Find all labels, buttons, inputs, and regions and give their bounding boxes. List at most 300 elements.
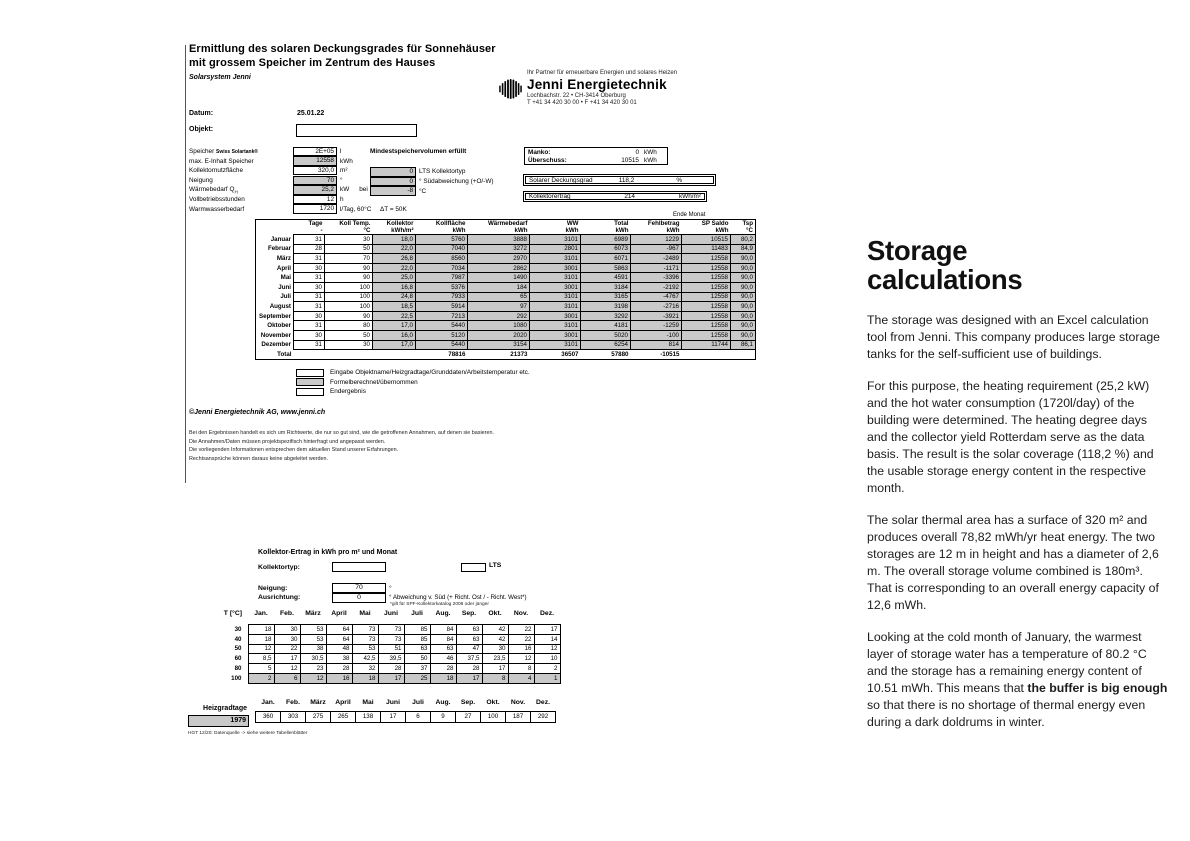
yield-value-cell: 73 <box>378 625 404 635</box>
ausrichtung-note: ° Abweichung v. Süd (+ Richt. Ost / - Richt. West*) <box>389 594 527 601</box>
yield-value-cell: 50 <box>404 654 430 664</box>
ueberschuss-value: 10515 <box>621 156 639 164</box>
yield-value-cell: 32 <box>352 664 378 674</box>
yield-value-cell: 2 <box>248 673 274 683</box>
month-label-cell: Juni <box>278 283 291 291</box>
value-cell: 90,0 <box>731 302 756 312</box>
yield-value-cell: 18 <box>248 625 274 635</box>
month-header-cell: April <box>335 699 351 706</box>
month-header-cell: Aug. <box>435 699 451 706</box>
month-header-cell: Jan. <box>254 610 268 617</box>
value-cell: 90,0 <box>731 263 756 273</box>
yield-value-cell: 23 <box>300 664 326 674</box>
month-header-cell: Aug. <box>435 610 451 617</box>
value-cell: 2801 <box>530 244 581 254</box>
heizgradtage-total-box: 1979 <box>188 715 249 727</box>
month-header-cell: Sep. <box>461 610 477 617</box>
value-cell: 30 <box>294 282 325 292</box>
value-cell: -3921 <box>631 311 682 321</box>
value-cell: 90,0 <box>731 282 756 292</box>
side-box-text: LTS Kollektortyp <box>419 168 466 176</box>
yield-value-cell: 51 <box>378 644 404 654</box>
value-cell: 31 <box>294 254 325 264</box>
total-value-cell: 36507 <box>561 350 579 358</box>
value-cell: 30 <box>294 311 325 321</box>
yield-value-cell: 12 <box>248 644 274 654</box>
month-header-cell: Feb. <box>280 610 294 617</box>
param-unit: kWh <box>340 157 353 165</box>
param-label: Kollektornutzfläche <box>189 167 243 175</box>
temperature-label-cell: 30 <box>234 625 242 633</box>
value-cell: -2716 <box>631 302 682 312</box>
yield-value-cell: 53 <box>300 634 326 644</box>
temperature-label-cell: 100 <box>231 674 242 682</box>
yield-value-cell: 16 <box>508 644 534 654</box>
yield-value-cell: 2 <box>534 664 560 674</box>
yield-value-cell: 39,5 <box>378 654 404 664</box>
value-cell: 50 <box>325 244 373 254</box>
yield-value-cell: 12 <box>508 654 534 664</box>
deckungsgrad-unit: % <box>676 176 682 184</box>
yield-value-cell: 17 <box>456 673 482 683</box>
yield-value-cell: 10 <box>534 654 560 664</box>
ueberschuss-unit: kWh <box>644 156 657 164</box>
value-cell: 4591 <box>581 273 631 283</box>
value-cell: 12558 <box>682 292 731 302</box>
yield-value-cell: 12 <box>300 673 326 683</box>
value-cell: 80 <box>325 321 373 331</box>
yield-value-cell: 23,5 <box>482 654 508 664</box>
value-cell: 84,9 <box>731 244 756 254</box>
value-cell: 22,0 <box>373 263 416 273</box>
collector-yield-table <box>190 610 561 684</box>
month-header-cell: Nov. <box>513 610 529 617</box>
yield-value-cell: 37,5 <box>456 654 482 664</box>
kollektortyp-row <box>258 562 502 572</box>
yield-value-cell: 25 <box>404 673 430 683</box>
value-cell: 18,5 <box>373 302 416 312</box>
value-cell: 5440 <box>416 340 468 350</box>
header-cell: Fehlbetrag kWh <box>647 220 680 234</box>
month-header-cell: Mai <box>362 699 374 706</box>
value-cell: 90,0 <box>731 330 756 340</box>
copyright-line: ©Jenni Energietechnik AG, www.jenni.ch <box>189 409 326 416</box>
yield-value-cell: 5 <box>248 664 274 674</box>
value-cell: 100 <box>325 302 373 312</box>
param-value-box: 12 <box>293 195 337 205</box>
value-cell: -967 <box>631 244 682 254</box>
yield-value-cell: 8 <box>482 673 508 683</box>
param-row-warmwasser <box>189 205 407 214</box>
kollektorertrag-box <box>523 191 707 202</box>
value-cell: 6073 <box>581 244 631 254</box>
month-row <box>256 311 756 321</box>
param-row-waermebedarf <box>189 185 427 195</box>
yield-value-cell: 30 <box>482 644 508 654</box>
month-header-cell: Juni <box>386 699 400 706</box>
value-cell: 7987 <box>416 273 468 283</box>
ausrichtung-row <box>258 593 527 603</box>
value-cell: 50 <box>325 330 373 340</box>
total-value-cell <box>731 350 756 360</box>
yield-value-cell: 63 <box>456 625 482 635</box>
objekt-label: Objekt: <box>189 126 214 133</box>
value-cell: -100 <box>631 330 682 340</box>
hgt-value-cell: 100 <box>481 712 506 723</box>
value-cell: 28 <box>294 244 325 254</box>
value-cell: 10515 <box>682 235 731 245</box>
header-cell: Tage - <box>308 220 323 234</box>
month-header-cell: Sep. <box>460 699 476 706</box>
header-row <box>256 699 556 712</box>
value-cell: -2489 <box>631 254 682 264</box>
yield-value-cell: 8 <box>508 664 534 674</box>
side-box-aussentemperatur <box>370 186 426 196</box>
value-cell: 7040 <box>416 244 468 254</box>
param-label: Neigung <box>189 176 213 184</box>
value-cell: 65 <box>468 292 530 302</box>
yield-value-cell: 63 <box>404 644 430 654</box>
month-header-cell: Jan. <box>261 699 275 706</box>
value-cell: 2020 <box>468 330 530 340</box>
kollektortyp-label: Kollektortyp: <box>258 563 300 571</box>
page-edge-rule <box>185 45 186 483</box>
hgt-value-cell: 6 <box>406 712 431 723</box>
hgt-value-cell: 275 <box>306 712 331 723</box>
total-value-cell: 21373 <box>510 350 528 358</box>
value-cell: 3101 <box>530 321 581 331</box>
side-box-value: 0 <box>370 167 416 177</box>
paragraph-text: so that there is no shortage of thermal energy even during a dark doldrums in winter. <box>867 698 1146 729</box>
value-cell: 31 <box>294 321 325 331</box>
month-label-cell: Mai <box>280 274 291 282</box>
neigung-label: Neigung: <box>258 584 288 592</box>
ueberschuss-row <box>528 157 664 165</box>
value-cell: 5760 <box>416 235 468 245</box>
param-unit: l <box>340 148 342 155</box>
value-cell: 12558 <box>682 330 731 340</box>
value-cell: 3184 <box>581 282 631 292</box>
value-cell: -1259 <box>631 321 682 331</box>
yield-value-cell: 22 <box>274 644 300 654</box>
param-label: Speicher <box>189 148 215 155</box>
side-box-value: 0 <box>370 177 416 187</box>
monthly-table-body <box>256 235 756 360</box>
month-header-cell: Nov. <box>510 699 526 706</box>
kollektorertrag-unit: kWh/m² <box>678 193 701 200</box>
value-cell: 90,0 <box>731 321 756 331</box>
month-row <box>256 273 756 283</box>
value-cell: 7213 <box>416 311 468 321</box>
yield-value-cell: 17 <box>482 664 508 674</box>
neigung-row <box>258 583 392 593</box>
month-row <box>256 330 756 340</box>
value-cell: 814 <box>631 340 682 350</box>
value-cell: 2862 <box>468 263 530 273</box>
value-cell: 90 <box>325 263 373 273</box>
manko-unit: kWh <box>644 149 657 157</box>
disclaimer-line: Bei den Ergebnissen handelt es sich um Richtwerte, die nur so gut sind, wie die getroffenen Annahmen, auf denen sie basieren. <box>189 430 494 436</box>
disclaimer-line: Rechtsansprüche können daraus keine abgeleitet werden. <box>189 455 329 462</box>
side-box-value: -8 <box>370 186 416 196</box>
month-header-cell: Feb. <box>286 699 300 706</box>
value-cell: 5120 <box>416 330 468 340</box>
yield-value-cell: 84 <box>430 634 456 644</box>
hgt-value-cell: 360 <box>256 712 281 723</box>
value-cell: 3888 <box>468 235 530 245</box>
value-cell: 30 <box>325 235 373 245</box>
param-value-box: 12558 <box>293 156 337 166</box>
value-cell: 2970 <box>468 254 530 264</box>
header-row <box>256 220 756 235</box>
value-cell: 6989 <box>581 235 631 245</box>
value-cell: 31 <box>294 340 325 350</box>
param-row-flaeche <box>189 166 466 176</box>
objekt-input-box <box>296 124 417 137</box>
temperature-row <box>190 664 560 674</box>
value-cell: 3198 <box>581 302 631 312</box>
value-cell: 12558 <box>682 263 731 273</box>
value-cell: 30 <box>294 330 325 340</box>
value-cell: 100 <box>325 282 373 292</box>
document-title <box>189 43 496 70</box>
param-unit: l/Tag, 60°C <box>340 205 372 213</box>
yield-value-cell: 47 <box>456 644 482 654</box>
value-cell: 5440 <box>416 321 468 331</box>
legend-item-eingabe <box>296 368 530 378</box>
yield-value-cell: 28 <box>326 664 352 674</box>
collector-section-title: Kollektor-Ertrag in kWh pro m² und Monat <box>258 549 398 556</box>
value-cell: 3001 <box>530 263 581 273</box>
manko-ueberschuss-box <box>524 147 668 165</box>
company-phone: T +41 34 420 30 00 • F +41 34 420 30 01 <box>527 100 637 106</box>
hgt-value-cell: 27 <box>456 712 481 723</box>
article-paragraph-3: The solar thermal area has a surface of 320 m² and produces overall 78,82 mWh/yr heat energy. The two storages are 12 m in height and has a diameter of 2,6 m. The overall storage volume combined is 180m³. That is corresponding to an overall energy capacity of 12,6 mWh. <box>867 513 1159 612</box>
yield-value-cell: 53 <box>352 644 378 654</box>
collector-footnote: *gilt für SPF-Kollektorkatalog 2008 oder jünger <box>390 602 489 607</box>
lts-checkbox <box>461 563 486 572</box>
yield-value-cell: 12 <box>534 644 560 654</box>
value-cell: 90,0 <box>731 273 756 283</box>
side-box-text: °C <box>419 187 427 195</box>
month-row <box>256 263 756 273</box>
value-cell: 22,0 <box>373 244 416 254</box>
deckungsgrad-box <box>523 174 716 186</box>
value-cell: 22,5 <box>373 311 416 321</box>
legend-label: Eingabe Objektname/Heizgradtage/Grunddaten/Arbeitstemperatur etc. <box>330 369 530 377</box>
value-cell: 7034 <box>416 263 468 273</box>
yield-value-cell: 85 <box>404 634 430 644</box>
value-cell: 25,0 <box>373 273 416 283</box>
legend-item-formel <box>296 378 530 388</box>
value-cell: 3101 <box>530 235 581 245</box>
value-cell: 90,0 <box>731 311 756 321</box>
ende-monat-label: Ende Monat <box>673 212 706 218</box>
yield-value-cell: 73 <box>378 634 404 644</box>
value-cell: 3101 <box>530 273 581 283</box>
yield-value-cell: 8,5 <box>248 654 274 664</box>
param-row-speicher <box>189 147 467 156</box>
temperature-label-cell: 60 <box>234 655 242 663</box>
yield-value-cell: 42 <box>482 634 508 644</box>
yield-value-cell: 64 <box>326 625 352 635</box>
value-cell: 90,0 <box>731 292 756 302</box>
value-cell: 3001 <box>530 330 581 340</box>
value-cell: 100 <box>325 292 373 302</box>
document-subtitle: Solarsystem Jenni <box>189 74 251 81</box>
legend-swatch-input <box>296 369 324 377</box>
yield-value-cell: 16 <box>326 673 352 683</box>
month-header-cell: Juni <box>384 610 398 617</box>
yield-value-cell: 63 <box>456 634 482 644</box>
month-header-cell: Okt. <box>488 610 502 617</box>
total-label-cell: Total <box>277 350 292 358</box>
month-header-cell: Dez. <box>540 610 554 617</box>
header-cell: Wärmebedarf kWh <box>487 220 528 234</box>
yield-value-cell: 28 <box>456 664 482 674</box>
header-cell: Kollektor kWh/m² <box>386 220 414 234</box>
value-cell: 3272 <box>468 244 530 254</box>
param-unit: kW <box>340 186 350 194</box>
monthly-table-header <box>256 220 756 235</box>
value-cell: 3101 <box>530 292 581 302</box>
month-label-cell: September <box>259 312 291 320</box>
hgt-value-cell: 303 <box>281 712 306 723</box>
yield-value-cell: 28 <box>378 664 404 674</box>
month-row <box>256 321 756 331</box>
hgt-value-cell: 138 <box>356 712 381 723</box>
value-cell: 4181 <box>581 321 631 331</box>
value-cell: 1080 <box>468 321 530 331</box>
value-cell: 30 <box>325 340 373 350</box>
deckungsgrad-value: 118,2 <box>618 176 635 184</box>
temperature-row <box>190 634 560 644</box>
objekt-row <box>189 126 213 133</box>
param-row-einhalt <box>189 157 353 166</box>
value-cell: 26,8 <box>373 254 416 264</box>
value-cell: 6254 <box>581 340 631 350</box>
yield-value-cell: 85 <box>404 625 430 635</box>
yield-value-cell: 30 <box>274 634 300 644</box>
month-label-cell: März <box>276 254 291 262</box>
value-cell: 90 <box>325 311 373 321</box>
total-row <box>256 350 756 360</box>
hgt-value-cell: 17 <box>381 712 406 723</box>
disclaimer-block <box>189 429 494 463</box>
heizgradtage-footnote: HGT 12/20: Datenquelle -> siehe weitere Tabellenblätter <box>188 731 308 736</box>
temperature-header-cell: T [°C] <box>223 610 242 618</box>
value-cell: 80,2 <box>731 235 756 245</box>
value-cell: 30 <box>294 263 325 273</box>
yield-value-cell: 18 <box>352 673 378 683</box>
value-cell: 1229 <box>631 235 682 245</box>
yield-value-cell: 38 <box>300 644 326 654</box>
title-line-2: mit grossem Speicher im Zentrum des Hauses <box>189 56 436 69</box>
total-value-cell: 78816 <box>448 350 466 358</box>
article-column <box>867 236 1169 746</box>
manko-row <box>528 149 664 157</box>
neigung-value-box: 70 <box>332 583 386 593</box>
param-extra: ΔT = 50K <box>380 205 407 213</box>
collector-table-header <box>190 610 560 625</box>
total-value-cell <box>294 350 325 360</box>
yield-value-cell: 28 <box>430 664 456 674</box>
value-cell: 90 <box>325 273 373 283</box>
value-cell: -1171 <box>631 263 682 273</box>
paragraph-text: Looking at the cold month of January, the warmest layer of storage water has a temperature of 80.2 °C and the storage has a remaining energy content of 10.51 mWh. This means that <box>867 630 1147 695</box>
value-cell: 5376 <box>416 282 468 292</box>
month-label-cell: Oktober <box>267 322 291 330</box>
month-header-cell: März <box>305 610 321 617</box>
header-row <box>190 610 560 625</box>
value-cell: 184 <box>468 282 530 292</box>
heizgradtage-values-row <box>256 712 556 723</box>
yield-value-cell: 37 <box>404 664 430 674</box>
month-header-cell: März <box>310 699 326 706</box>
param-value-box: 1720 <box>293 204 337 214</box>
side-box-text: ° Südabweichung (+O/-W) <box>419 178 494 186</box>
disclaimer-line: Die vorliegenden Informationen entsprechen dem aktuellen Stand unserer Erfahrungen. <box>189 447 399 454</box>
legend-item-endergebnis <box>296 387 530 397</box>
datum-label: Datum: <box>189 110 214 117</box>
company-logo-block <box>497 70 677 106</box>
yield-value-cell: 17 <box>534 625 560 635</box>
value-cell: 3001 <box>530 282 581 292</box>
article-paragraph-1: The storage was designed with an Excel calculation tool from Jenni. This company produces large storage tanks for the self-sufficient use of buildings. <box>867 313 1160 361</box>
ueberschuss-label: Überschuss: <box>528 156 567 164</box>
temperature-row <box>190 673 560 683</box>
yield-value-cell: 4 <box>508 673 534 683</box>
month-row <box>256 282 756 292</box>
param-value-box: 70 <box>293 176 337 186</box>
value-cell: 3001 <box>530 311 581 321</box>
neigung-unit: ° <box>389 584 392 592</box>
company-tagline: Ihr Partner für erneuerbare Energien und solares Heizen <box>527 70 678 76</box>
yield-value-cell: 1 <box>534 673 560 683</box>
yield-value-cell: 22 <box>508 625 534 635</box>
param-value-box: 25,2 <box>293 185 337 195</box>
value-cell: 31 <box>294 292 325 302</box>
param-label: Wärmebedarf Q <box>189 185 235 193</box>
value-cell: 6071 <box>581 254 631 264</box>
value-cell: 24,8 <box>373 292 416 302</box>
value-cell: 70 <box>325 254 373 264</box>
month-row <box>256 254 756 264</box>
month-label-cell: Dezember <box>261 341 291 349</box>
hgt-value-cell: 292 <box>531 712 556 723</box>
heizgradtage-table-body <box>256 712 556 723</box>
yield-value-cell: 63 <box>430 644 456 654</box>
month-header-cell: Mai <box>359 610 371 617</box>
mindestspeicher-note: Mindestspeichervolumen erfüllt <box>370 148 467 155</box>
total-value-cell: -10515 <box>660 350 680 358</box>
temperature-label-cell: 80 <box>234 665 242 673</box>
header-cell: Kollfläche kWh <box>435 220 466 234</box>
value-cell: 12558 <box>682 282 731 292</box>
value-cell: 1490 <box>468 273 530 283</box>
monthly-calculation-table <box>255 219 756 360</box>
value-cell: 17,0 <box>373 321 416 331</box>
title-line-1: Ermittlung des solaren Deckungsgrades für Sonnehäuser <box>189 43 496 55</box>
value-cell: 12558 <box>682 311 731 321</box>
heizgradtage-table-header <box>256 699 556 712</box>
value-cell: 31 <box>294 273 325 283</box>
yield-value-cell: 17 <box>274 654 300 664</box>
month-label-cell: August <box>269 302 291 310</box>
jenni-logo-icon <box>497 76 523 102</box>
param-label-subscript: H <box>234 189 238 195</box>
yield-value-cell: 42 <box>482 625 508 635</box>
